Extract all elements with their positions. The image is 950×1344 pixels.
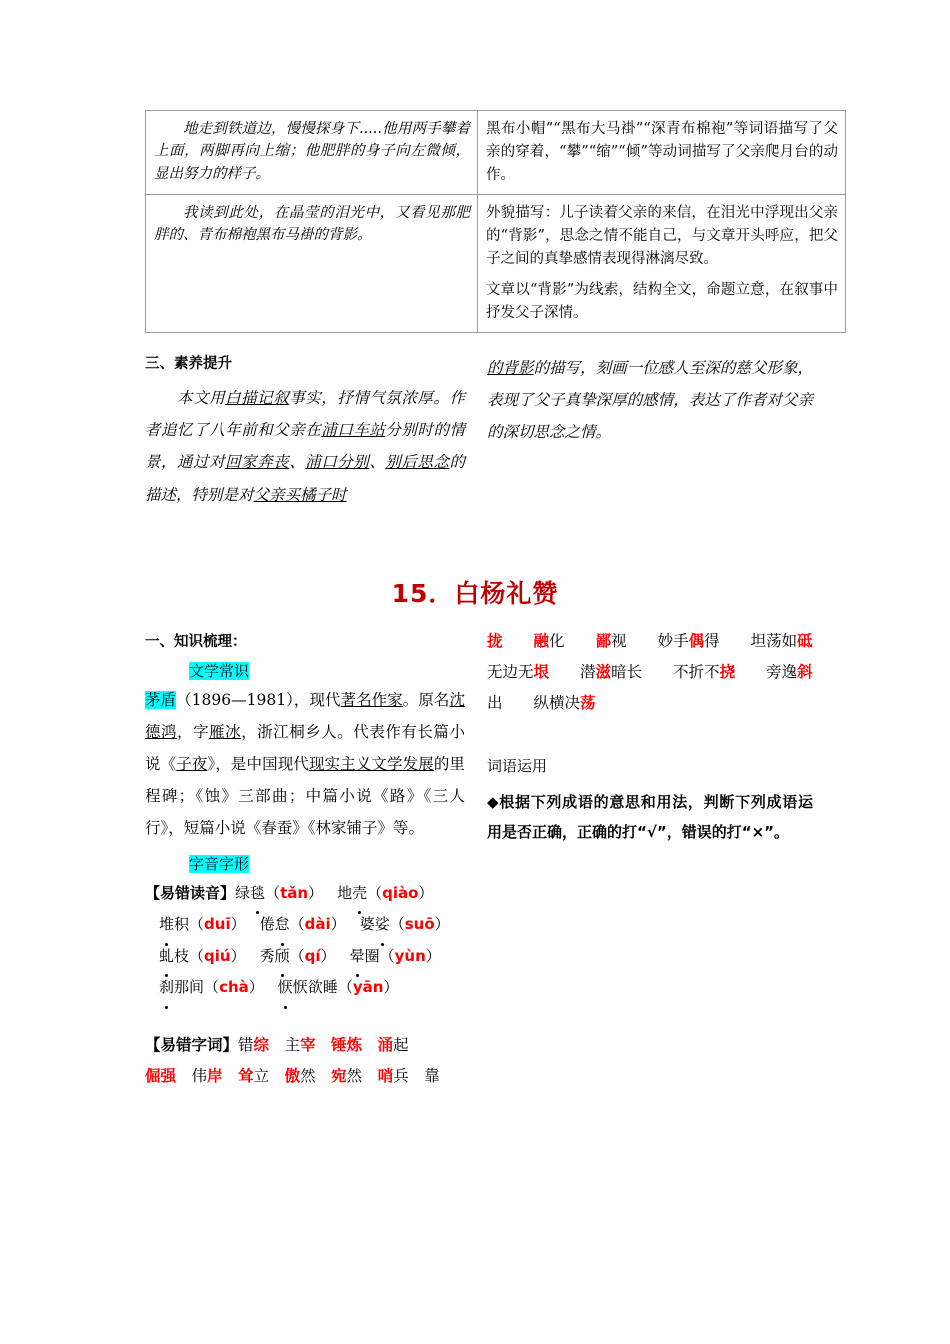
text-run: 事实，抒情气氛浓厚。作者追忆了八年前和父亲在 [145, 389, 465, 440]
pinyin: （qiào） [367, 883, 434, 902]
text-run: 靠 [408, 1066, 440, 1085]
red-run: 荡 [580, 694, 596, 712]
literature-label: 文学常识 [189, 662, 250, 680]
confusable-words-line-2 [145, 1061, 465, 1092]
pronunciation-word [159, 915, 189, 933]
char: 间 [189, 978, 205, 997]
section-three-heading: 三、素养提升 [145, 356, 232, 372]
underlined-run: 著名作家 [340, 691, 403, 709]
quote-text-1: 地走到铁道边，慢慢探身下.....他用两手攀着上面，两脚再向上缩；他肥胖的身子向左微倾，显出努力的样子。 [154, 121, 470, 182]
char: 绿 [235, 883, 251, 902]
knowledge-column-left [145, 630, 465, 1092]
underlined-run: 白描记叙 [225, 389, 290, 407]
text-run: 得 [704, 632, 720, 650]
table-cell-quote-2 [146, 194, 478, 333]
text-run: 坦荡如 [719, 632, 798, 650]
dot-marked-char: 怠 [275, 909, 290, 941]
section-three-right-paragraph [487, 352, 813, 449]
char: 圈 [364, 946, 380, 965]
text-run: 。原名 [402, 691, 450, 709]
red-run: 垠 [533, 663, 550, 681]
dot-marked-char: 虬 [159, 941, 174, 973]
text-run [316, 1036, 332, 1054]
pronunciation-word [235, 884, 265, 902]
dot-marked-char: 恹 [278, 972, 293, 1004]
dot-marked-char: 壳 [352, 878, 367, 910]
text-run: ，浙江桐乡人。代表作有长篇小说《 [145, 722, 465, 773]
red-run: 鄙 [595, 632, 612, 650]
quote-text-2: 我读到此处，在晶莹的泪光中，又看见那肥胖的、青布棉袍黑布马褂的背影。 [154, 204, 470, 244]
text-run: （1896—1981），现代 [176, 691, 341, 709]
dot-marked-char: 娑 [375, 909, 390, 941]
text-run: 、 [289, 453, 306, 472]
underlined-run: 浦口分别 [305, 453, 370, 472]
confusable-words-line-1 [145, 1030, 465, 1061]
pinyin: （duī） [189, 915, 246, 934]
phonetics-label: 字音字形 [189, 854, 250, 873]
usage-instruction: ◆根据下列成语的意思和用法，判断下列成语运用是否正确，正确的打“√”，错误的打“×”。 [487, 793, 813, 841]
pronunciation-line [145, 941, 465, 973]
table-row [146, 194, 846, 333]
red-run: 挠 [719, 663, 736, 681]
text-run: 的描述，特别是对 [145, 453, 465, 504]
char: 那 [174, 978, 190, 997]
pinyin-text: tǎn [280, 883, 309, 902]
table-cell-analysis-2 [478, 194, 846, 333]
red-run: 滋 [595, 663, 612, 681]
text-run: 错 [238, 1035, 254, 1054]
pinyin: （chà） [204, 978, 264, 997]
text-run: 暗长 [611, 663, 643, 681]
highlighted-run: 茅盾 [145, 691, 177, 709]
char: 睡 [322, 978, 338, 997]
pinyin: （yùn） [379, 946, 441, 965]
text-run: 、 [369, 453, 386, 472]
text-run [362, 1036, 378, 1054]
text-run: 分别时的情景，通过对 [145, 421, 465, 472]
underlined-run: 现实主义文学发展 [308, 754, 434, 773]
pronunciation-line [145, 909, 465, 941]
pinyin-text: chà [219, 978, 249, 997]
red-run: 耸 [238, 1066, 254, 1085]
dot-marked-char: 刹 [159, 972, 174, 1004]
text-run: 立 [253, 1066, 270, 1085]
analysis-paragraph: 外貌描写：儿子读着父亲的来信，在泪光中浮现出父亲的“背影”，思念之情不能自己，与文章开头呼应，把父子之间的真挚感情表现得淋漓尽致。 [486, 204, 838, 267]
dot-marked-char: 毯 [250, 878, 265, 910]
pronunciation-line [145, 972, 465, 1004]
usage-heading: 词语运用 [487, 757, 548, 775]
pinyin-text: qiào [382, 883, 419, 902]
text-run: 兵 [393, 1066, 409, 1085]
char: 欲 [307, 978, 323, 997]
section-three-left-paragraph [145, 382, 465, 511]
underlined-run: 子夜 [176, 754, 208, 773]
text-run: 不折不 [642, 663, 720, 681]
text-run: ，字 [177, 722, 210, 741]
spacer [487, 719, 813, 751]
table-cell-analysis-1 [478, 111, 846, 195]
author-bio-paragraph [145, 685, 465, 845]
red-run: 偶 [688, 632, 705, 650]
pinyin: （qiú） [189, 946, 246, 965]
analysis-text-1 [486, 118, 838, 187]
text-run: 化 [549, 632, 565, 650]
analysis-paragraph: 文章以“背影”为线索，结构全文，命题立意，在叙事中抒发父子深情。 [486, 282, 838, 322]
pronunciation-word [260, 947, 290, 965]
text-run: 然 [300, 1066, 316, 1085]
text-run: 起 [393, 1035, 409, 1054]
page-title: 15．白杨礼赞 [391, 579, 559, 608]
pronunciation-word [337, 884, 367, 902]
red-run: 锤炼 [331, 1035, 363, 1054]
pronunciation-heading: 【易错读音】 [145, 883, 236, 902]
analysis-paragraph: 黑布小帽”“黑布大马褂”“深青布棉袍”等词语描写了父亲的穿着，“攀”“缩”“倾”等动词描写了父亲爬月台的动作。 [486, 121, 838, 183]
dot-marked-char: 堆 [159, 909, 174, 941]
underlined-run: 别后思念 [385, 453, 450, 472]
pinyin: （qí） [289, 946, 336, 965]
knowledge-column-right [487, 626, 813, 847]
pinyin: （dài） [289, 915, 346, 934]
text-run: 伟 [176, 1066, 208, 1085]
text-run [565, 632, 596, 650]
text-run [269, 1067, 285, 1085]
char: 积 [174, 915, 190, 934]
text-run [362, 1067, 378, 1085]
analysis-text-2 [486, 202, 838, 326]
red-run: 融 [533, 632, 550, 650]
text-run: 妙手 [626, 632, 689, 650]
underlined-run: 回家奔丧 [225, 453, 290, 472]
text-run: 纵横决 [502, 694, 581, 712]
dot-marked-char: 晕 [350, 941, 365, 973]
text-run [223, 1067, 239, 1085]
red-run: 拢 [487, 632, 503, 650]
confusable-words-heading: 【易错字词】 [145, 1035, 239, 1054]
red-run: 涌 [377, 1035, 394, 1054]
pinyin-text: duī [204, 915, 231, 934]
pinyin: （tǎn） [265, 883, 324, 902]
char: 倦 [259, 915, 275, 934]
red-run: 哨 [377, 1066, 394, 1085]
table-cell-quote-1 [146, 111, 478, 195]
analysis-table [145, 110, 846, 333]
char: 婆 [359, 915, 375, 934]
vocabulary-line-3 [487, 688, 813, 719]
vocabulary-line-1 [487, 626, 813, 657]
pinyin-text: dài [304, 915, 331, 934]
underlined-run: 浦口车站 [321, 421, 386, 440]
pinyin-text: yùn [394, 946, 426, 965]
underlined-run: 父亲买橘子时 [253, 485, 347, 504]
spacer [145, 1004, 465, 1030]
text-run: 的描写，刻画一位感人至深的慈父形象，表现了父子真挚深厚的感情，表达了作者对父亲的深切思念之情。 [487, 359, 813, 442]
text-run: 本文用 [145, 389, 226, 407]
table-row [146, 111, 846, 195]
red-run: 傲 [284, 1066, 301, 1085]
pronunciation-word [278, 978, 338, 996]
pinyin: （yān） [337, 978, 399, 997]
text-run: 视 [611, 632, 627, 650]
dot-marked-char: 颀 [275, 941, 290, 973]
vocabulary-line-2 [487, 657, 813, 688]
pronunciation-word [159, 978, 204, 996]
underlined-run: 沈德鸿 [145, 691, 465, 741]
text-run: 》，是中国现代 [207, 754, 309, 773]
text-run [316, 1067, 332, 1085]
text-run: 旁逸 [735, 663, 798, 681]
text-run: 出 [487, 694, 503, 712]
pronunciation-word [260, 915, 290, 933]
text-run: 主 [269, 1035, 301, 1054]
pronunciation-word [350, 947, 380, 965]
pinyin-text: yān [352, 978, 384, 997]
underlined-run: 的背影 [487, 359, 534, 377]
char: 地 [337, 883, 353, 902]
red-run: 倔强 [145, 1066, 177, 1085]
knowledge-heading: 一、知识梳理： [145, 634, 247, 650]
char: 恹 [292, 978, 308, 997]
red-run: 岸 [207, 1066, 223, 1085]
red-run: 宛 [331, 1066, 347, 1085]
text-run: 潜 [549, 663, 596, 681]
section-three-left [145, 352, 465, 511]
pinyin-text: qí [304, 946, 321, 965]
underlined-run: 雁冰 [209, 722, 242, 741]
char: 枝 [174, 946, 190, 965]
pronunciation-line [145, 878, 465, 910]
pronunciation-word [159, 947, 189, 965]
pinyin-text: suō [404, 915, 435, 934]
pinyin: （suō） [389, 915, 450, 934]
text-run: 的里程碑；《蚀》三部曲；中篇小说《路》《三人行》，短篇小说《春蚕》《林家铺子》等。 [145, 754, 465, 837]
pronunciation-word [360, 915, 390, 933]
pinyin-text: qiú [204, 946, 231, 965]
text-run: 无边无 [487, 663, 534, 681]
text-run: 然 [346, 1066, 363, 1085]
text-run [503, 632, 534, 650]
pronunciation-list [145, 878, 465, 1004]
char: 秀 [259, 946, 275, 965]
section-three-right [487, 352, 813, 449]
red-run: 砥 [797, 632, 813, 650]
red-run: 斜 [797, 663, 813, 681]
red-run: 综 [253, 1035, 270, 1054]
red-run: 宰 [300, 1035, 316, 1054]
